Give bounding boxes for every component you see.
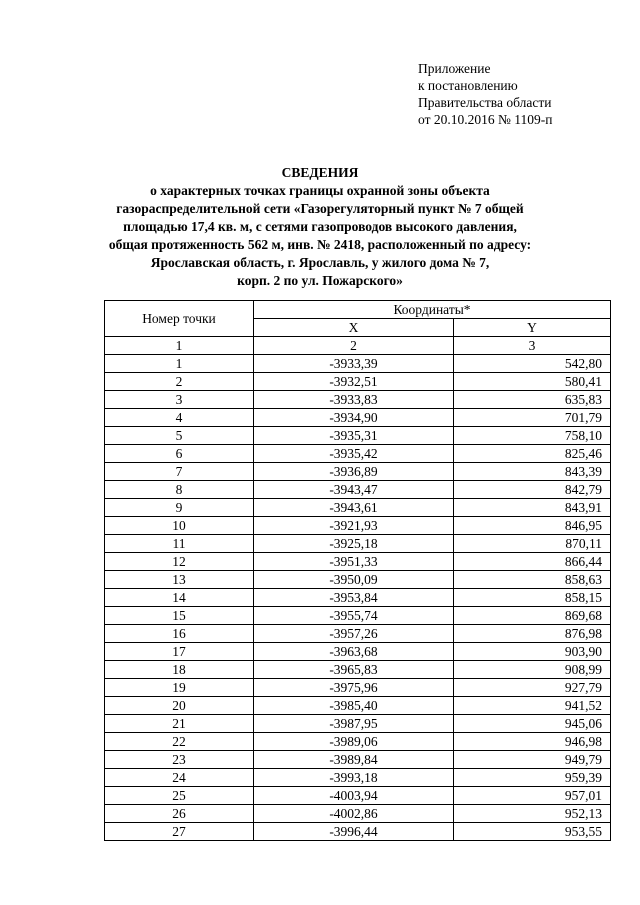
x-coordinate-cell: -3934,90 (254, 409, 454, 427)
table-row (105, 715, 611, 733)
y-coordinate-cell: 908,99 (454, 661, 611, 679)
x-coordinate-cell: -3989,06 (254, 733, 454, 751)
table-row (105, 751, 611, 769)
x-coordinate-cell: -3950,09 (254, 571, 454, 589)
table-row (105, 409, 611, 427)
point-number-cell: 27 (105, 823, 254, 841)
point-number-cell: 13 (105, 571, 254, 589)
column-number: 2 (254, 337, 454, 355)
table-row (105, 427, 611, 445)
x-coordinate-cell: -3957,26 (254, 625, 454, 643)
y-coordinate-cell: 843,91 (454, 499, 611, 517)
table-row (105, 481, 611, 499)
point-number-cell: 8 (105, 481, 254, 499)
heading-line: о характерных точках границы охранной зоны объекта (150, 183, 490, 198)
table-row (105, 373, 611, 391)
point-number-cell: 25 (105, 787, 254, 805)
y-coordinate-cell: 953,55 (454, 823, 611, 841)
header-point-number: Номер точки (105, 301, 254, 337)
point-number-cell: 3 (105, 391, 254, 409)
x-coordinate-cell: -3932,51 (254, 373, 454, 391)
y-coordinate-cell: 843,39 (454, 463, 611, 481)
x-coordinate-cell: -3985,40 (254, 697, 454, 715)
x-coordinate-cell: -3965,83 (254, 661, 454, 679)
heading-line: общая протяженность 562 м, инв. № 2418, расположенный по адресу: (108, 237, 532, 252)
heading-line: газораспределительной сети «Газорегуляторный пункт № 7 общей (116, 201, 524, 216)
y-coordinate-cell: 945,06 (454, 715, 611, 733)
column-number: 3 (454, 337, 611, 355)
x-coordinate-cell: -3921,93 (254, 517, 454, 535)
y-coordinate-cell: 858,15 (454, 589, 611, 607)
y-coordinate-cell: 903,90 (454, 643, 611, 661)
table-row (105, 625, 611, 643)
point-number-cell: 23 (105, 751, 254, 769)
y-coordinate-cell: 758,10 (454, 427, 611, 445)
point-number-cell: 5 (105, 427, 254, 445)
point-number-cell: 9 (105, 499, 254, 517)
x-coordinate-cell: -3951,33 (254, 553, 454, 571)
y-coordinate-cell: 959,39 (454, 769, 611, 787)
y-coordinate-cell: 701,79 (454, 409, 611, 427)
x-coordinate-cell: -3963,68 (254, 643, 454, 661)
header-coordinates: Координаты* (254, 301, 611, 319)
y-coordinate-cell: 946,98 (454, 733, 611, 751)
appendix-line: к постановлению (418, 78, 518, 93)
coordinates-table (104, 300, 611, 841)
y-coordinate-cell: 927,79 (454, 679, 611, 697)
table-header-row (105, 301, 611, 319)
point-number-cell: 16 (105, 625, 254, 643)
appendix-line: Приложение (418, 61, 491, 76)
document-title: СВЕДЕНИЯ (281, 165, 359, 180)
table-row (105, 805, 611, 823)
header-y: Y (454, 319, 611, 337)
table-row (105, 535, 611, 553)
x-coordinate-cell: -3993,18 (254, 769, 454, 787)
point-number-cell: 1 (105, 355, 254, 373)
point-number-cell: 2 (105, 373, 254, 391)
y-coordinate-cell: 952,13 (454, 805, 611, 823)
y-coordinate-cell: 542,80 (454, 355, 611, 373)
point-number-cell: 18 (105, 661, 254, 679)
heading-line: Ярославская область, г. Ярославль, у жилого дома № 7, (150, 255, 490, 270)
column-number: 1 (105, 337, 254, 355)
point-number-cell: 4 (105, 409, 254, 427)
table-row (105, 643, 611, 661)
table-row (105, 463, 611, 481)
table-row (105, 769, 611, 787)
point-number-cell: 15 (105, 607, 254, 625)
table-row (105, 733, 611, 751)
point-number-cell: 22 (105, 733, 254, 751)
point-number-cell: 24 (105, 769, 254, 787)
y-coordinate-cell: 957,01 (454, 787, 611, 805)
x-coordinate-cell: -3935,42 (254, 445, 454, 463)
y-coordinate-cell: 869,68 (454, 607, 611, 625)
table-row (105, 391, 611, 409)
y-coordinate-cell: 876,98 (454, 625, 611, 643)
table-row (105, 355, 611, 373)
heading-line: площадью 17,4 кв. м, с сетями газопроводов высокого давления, (123, 219, 517, 234)
column-number-row (105, 337, 611, 355)
table-row (105, 697, 611, 715)
y-coordinate-cell: 580,41 (454, 373, 611, 391)
header-x: X (254, 319, 454, 337)
document-heading (70, 164, 570, 290)
point-number-cell: 26 (105, 805, 254, 823)
point-number-cell: 17 (105, 643, 254, 661)
y-coordinate-cell: 870,11 (454, 535, 611, 553)
x-coordinate-cell: -4002,86 (254, 805, 454, 823)
point-number-cell: 20 (105, 697, 254, 715)
appendix-line: от 20.10.2016 № 1109-п (418, 112, 553, 127)
y-coordinate-cell: 941,52 (454, 697, 611, 715)
point-number-cell: 6 (105, 445, 254, 463)
x-coordinate-cell: -3943,61 (254, 499, 454, 517)
y-coordinate-cell: 949,79 (454, 751, 611, 769)
table-row (105, 571, 611, 589)
y-coordinate-cell: 866,44 (454, 553, 611, 571)
appendix-block (418, 60, 552, 128)
y-coordinate-cell: 858,63 (454, 571, 611, 589)
point-number-cell: 19 (105, 679, 254, 697)
x-coordinate-cell: -3987,95 (254, 715, 454, 733)
y-coordinate-cell: 846,95 (454, 517, 611, 535)
y-coordinate-cell: 825,46 (454, 445, 611, 463)
table-row (105, 499, 611, 517)
x-coordinate-cell: -3943,47 (254, 481, 454, 499)
x-coordinate-cell: -3933,83 (254, 391, 454, 409)
table-row (105, 607, 611, 625)
table-row (105, 517, 611, 535)
heading-line: корп. 2 по ул. Пожарского» (237, 273, 403, 288)
x-coordinate-cell: -3933,39 (254, 355, 454, 373)
table-row (105, 445, 611, 463)
x-coordinate-cell: -3925,18 (254, 535, 454, 553)
x-coordinate-cell: -3955,74 (254, 607, 454, 625)
table-row (105, 679, 611, 697)
x-coordinate-cell: -3953,84 (254, 589, 454, 607)
x-coordinate-cell: -3996,44 (254, 823, 454, 841)
table-row (105, 787, 611, 805)
point-number-cell: 14 (105, 589, 254, 607)
point-number-cell: 21 (105, 715, 254, 733)
y-coordinate-cell: 842,79 (454, 481, 611, 499)
table-row (105, 823, 611, 841)
point-number-cell: 12 (105, 553, 254, 571)
point-number-cell: 7 (105, 463, 254, 481)
table-row (105, 661, 611, 679)
y-coordinate-cell: 635,83 (454, 391, 611, 409)
x-coordinate-cell: -3989,84 (254, 751, 454, 769)
x-coordinate-cell: -3936,89 (254, 463, 454, 481)
table-body (105, 355, 611, 841)
table-row (105, 589, 611, 607)
point-number-cell: 10 (105, 517, 254, 535)
point-number-cell: 11 (105, 535, 254, 553)
x-coordinate-cell: -4003,94 (254, 787, 454, 805)
table-row (105, 553, 611, 571)
x-coordinate-cell: -3975,96 (254, 679, 454, 697)
x-coordinate-cell: -3935,31 (254, 427, 454, 445)
appendix-line: Правительства области (418, 95, 552, 110)
